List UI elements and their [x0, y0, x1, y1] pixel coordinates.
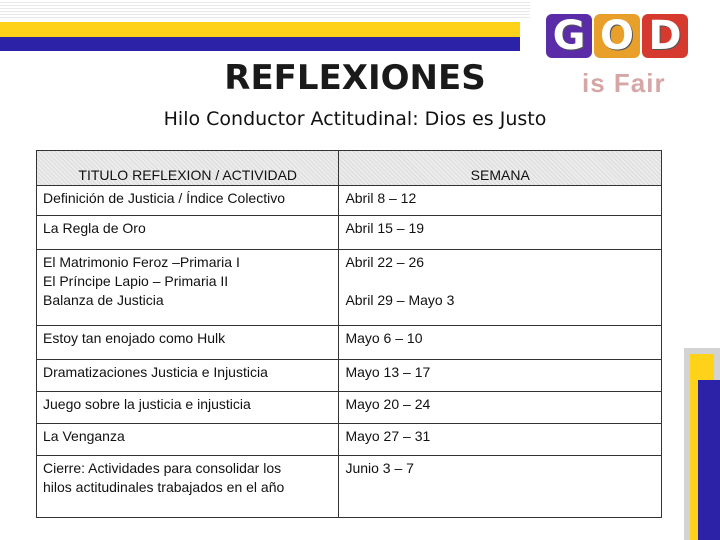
week-cell — [339, 456, 662, 518]
page-subtitle: Hilo Conductor Actitudinal: Dios es Justo — [163, 108, 547, 130]
activity-cell — [37, 360, 339, 392]
table-row — [37, 216, 662, 250]
activity-text: Balanza de Justicia — [43, 292, 164, 308]
column-header-week: SEMANA — [339, 151, 662, 186]
schedule-table — [36, 150, 662, 518]
week-cell — [339, 424, 662, 456]
top-yellow-stripe — [0, 22, 520, 37]
activity-text: La Regla de Oro — [43, 220, 146, 236]
week-text — [345, 272, 655, 291]
column-header-activity: TITULO REFLEXION / ACTIVIDAD — [37, 151, 339, 186]
table-row — [37, 392, 662, 424]
logo-letter-o: O — [594, 14, 640, 58]
top-decorative-lines — [0, 0, 530, 20]
activity-text: Definición de Justicia / Índice Colectivo — [43, 190, 286, 206]
table-row — [37, 360, 662, 392]
table-row — [37, 326, 662, 360]
activity-text: Estoy tan enojado como Hulk — [43, 330, 226, 346]
logo-letter-d: D — [642, 14, 688, 58]
table-row — [37, 250, 662, 326]
week-cell — [339, 216, 662, 250]
activity-text: Juego sobre la justicia e injusticia — [43, 396, 251, 412]
activity-text: El Matrimonio Feroz –Primaria I — [43, 254, 240, 270]
week-text: Abril 15 – 19 — [345, 220, 425, 236]
activity-text: El Príncipe Lapio – Primaria II — [43, 273, 229, 289]
logo-tagline: is Fair — [582, 68, 666, 98]
week-text: Junio 3 – 7 — [345, 460, 414, 476]
week-text: Abril 29 – Mayo 3 — [345, 292, 455, 308]
activity-cell — [37, 250, 339, 326]
logo-letter-g: G — [546, 14, 592, 58]
activity-text: hilos actitudinales trabajados en el año — [43, 479, 285, 495]
table-row — [37, 424, 662, 456]
activity-cell — [37, 216, 339, 250]
activity-cell — [37, 326, 339, 360]
table-row — [37, 456, 662, 518]
page-title: REFLEXIONES — [224, 58, 486, 98]
activity-cell — [37, 392, 339, 424]
table-header-row — [37, 151, 662, 186]
week-cell — [339, 360, 662, 392]
week-text: Mayo 6 – 10 — [345, 330, 423, 346]
activity-cell — [37, 456, 339, 518]
week-cell — [339, 250, 662, 326]
week-cell — [339, 186, 662, 216]
activity-text: Cierre: Actividades para consolidar los — [43, 460, 282, 476]
top-blue-stripe — [0, 37, 520, 51]
week-cell — [339, 392, 662, 424]
activity-cell — [37, 186, 339, 216]
table-row — [37, 186, 662, 216]
week-text: Abril 8 – 12 — [345, 190, 417, 206]
week-text: Abril 22 – 26 — [345, 254, 425, 270]
logo-letters — [546, 14, 688, 58]
week-text: Mayo 13 – 17 — [345, 364, 431, 380]
activity-text: Dramatizaciones Justicia e Injusticia — [43, 364, 268, 380]
activity-cell — [37, 424, 339, 456]
week-cell — [339, 326, 662, 360]
activity-text: La Venganza — [43, 428, 125, 444]
week-text: Mayo 27 – 31 — [345, 428, 431, 444]
week-text: Mayo 20 – 24 — [345, 396, 431, 412]
right-decorative-blue-bar — [698, 380, 720, 540]
